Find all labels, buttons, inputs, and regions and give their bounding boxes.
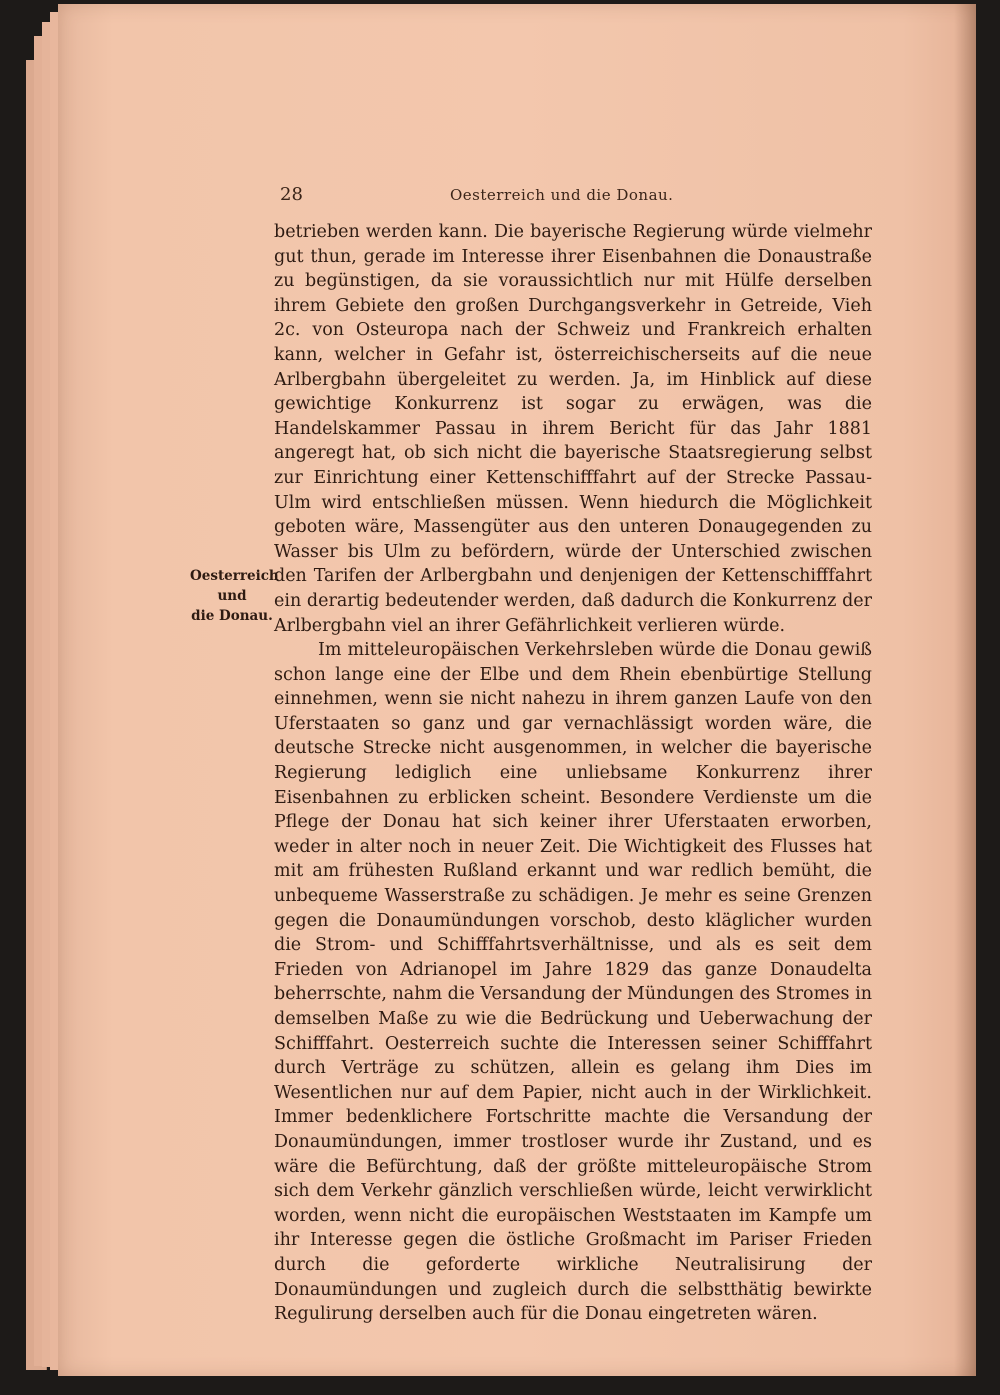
marginal-note-line: und: [217, 588, 247, 604]
running-title: Oesterreich und die Donau.: [450, 186, 674, 204]
marginal-note-line: Oesterreich: [190, 568, 279, 584]
book-page: [58, 4, 976, 1376]
book-gutter-shadow: [954, 4, 976, 1376]
marginal-note: [190, 566, 279, 626]
paragraph: Im mitteleuropäischen Verkehrsleben würde die Donau gewiß schon lange eine der Elbe und dem Rhein ebenbürtige Stellung einnehmen, wenn sie nicht nahezu in ihrem ganzen Laufe von den Uferstaaten so ganz und gar vernachlässigt worden wäre, die deutsche Strecke nicht ausgenommen, in welcher die bayerische Regierung lediglich eine unliebsame Konkurrenz ihrer Eisenbahnen zu erblicken scheint. Besondere Verdienste um die Pflege der Donau hat sich keiner ihrer Uferstaaten erworben, weder in alter noch in neuer Zeit. Die Wichtigkeit des Flusses hat mit am frühesten Rußland erkannt und war redlich bemüht, die unbequeme Wasserstraße zu schädigen. Je mehr es seine Grenzen gegen die Donaumündungen vorschob, desto kläglicher wurden die Strom- und Schifffahrtsverhältnisse, und als es seit dem Frieden von Adrianopel im Jahre 1829 das ganze Donaudelta beherrschte, nahm die Versandung der Mündungen des Stromes in demselben Maße zu wie die Bedrückung und Ueberwachung der Schifffahrt. Oesterreich suchte die Interessen seiner Schifffahrt durch Verträge zu schützen, allein es gelang ihm Dies im Wesentlichen nur auf dem Papier, nicht auch in der Wirklichkeit. Immer bedenklichere Fortschritte machte die Versandung der Donaumündungen, immer trostloser wurde ihr Zustand, und es wäre die Befürchtung, daß der größte mitteleuropäische Strom sich dem Verkehr gänzlich verschließen würde, leicht verwirklicht worden, wenn nicht die europäischen Weststaaten im Kampfe um ihr Interesse gegen die östliche Großmacht im Pariser Frieden durch die geforderte wirkliche Neutralisirung der Donaumündungen und zugleich durch die selbstthätig bewirkte Regulirung derselben auch für die Donau eingetreten wären.: [274, 640, 872, 1325]
paragraph-continued: betrieben werden kann. Die bayerische Regierung würde vielmehr gut thun, gerade im Interesse ihrer Eisenbahnen die Donaustraße zu begünstigen, da sie voraussichtlich nur mit Hülfe derselben ihrem Gebiete den großen Durchgangsverkehr in Getreide, Vieh 2c. von Osteuropa nach der Schweiz und Frankreich erhalten kann, welcher in Gefahr ist, österreichischerseits auf die neue Arlbergbahn übergeleitet zu werden. Ja, im Hinblick auf diese gewichtige Konkurrenz ist sogar zu erwägen, was die Handelskammer Passau in ihrem Bericht für das Jahr 1881 angeregt hat, ob sich nicht die bayerische Staatsregierung selbst zur Einrichtung einer Kettenschifffahrt auf der Strecke Passau-Ulm wird entschließen müssen. Wenn hiedurch die Möglichkeit geboten wäre, Massengüter aus den unteren Donaugegenden zu Wasser bis Ulm zu befördern, würde der Unterschied zwischen den Tarifen der Arlbergbahn und denjenigen der Kettenschifffahrt ein derartig bedeutender werden, daß dadurch die Konkurrenz der Arlbergbahn viel an ihrer Gefährlichkeit verlieren würde.: [274, 222, 872, 636]
running-head: [280, 184, 870, 212]
page-number: 28: [280, 184, 303, 205]
body-text: [274, 220, 872, 1327]
marginal-note-line: die Donau.: [191, 608, 273, 624]
